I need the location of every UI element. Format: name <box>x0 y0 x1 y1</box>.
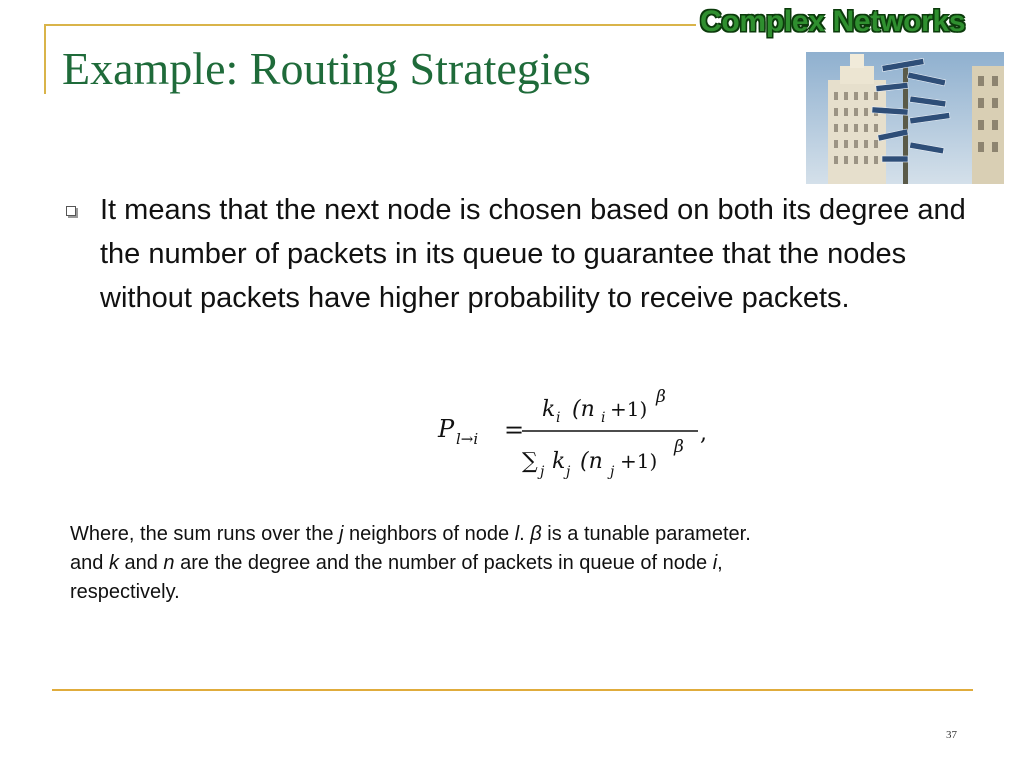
footer-divider <box>52 689 973 691</box>
formula-denominator-k: k <box>552 449 566 474</box>
formula-lhs-subscript: l→i <box>456 430 479 448</box>
page-number: 37 <box>946 729 957 741</box>
note-text: is a tunable parameter. <box>541 523 751 545</box>
formula-equals: = <box>504 416 525 444</box>
note-var-j: j <box>339 523 344 545</box>
formula-numerator-paren: (n <box>572 397 595 422</box>
bullet-text: It means that the next node is chosen based on both its degree and the number of packets in its queue to guarantee that the nodes without packets have higher probability to receive packets. <box>100 194 966 314</box>
formula-numerator-n-sub: i <box>601 410 606 426</box>
formula-lhs-p: P <box>438 415 455 443</box>
note-var-beta: β <box>530 523 542 545</box>
formula-denominator-n-sub: j <box>610 464 615 480</box>
formula-denominator-exponent: β <box>674 437 684 457</box>
note-text: respectively. <box>70 581 180 603</box>
note-var-n: n <box>163 552 175 574</box>
formula-denominator-plus: +1) <box>620 449 658 473</box>
checkbox-bullet-icon <box>66 206 76 216</box>
formula-denominator-k-sub: j <box>566 464 571 480</box>
formula-numerator-k: k <box>542 397 556 422</box>
brand-logo-text: Complex Networks <box>700 5 966 38</box>
routing-probability-formula <box>436 382 716 492</box>
formula-denominator-paren: (n <box>580 449 603 474</box>
street-signpost-photo <box>806 52 1004 184</box>
note-text: and <box>118 552 164 574</box>
note-var-k: k <box>108 552 119 574</box>
note-text: are the degree and the number of packets in queue of node <box>174 552 713 574</box>
note-text: . <box>519 523 531 545</box>
note-text: and <box>70 552 109 574</box>
title-frame-top-border <box>44 24 696 26</box>
note-text: , <box>717 552 723 574</box>
slide-title: Example: Routing Strategies <box>62 43 591 94</box>
note-var-i: i <box>712 552 718 574</box>
formula-comma: , <box>700 421 707 446</box>
formula-explanation <box>70 520 970 607</box>
note-text: neighbors of node <box>343 523 515 545</box>
note-text: Where, the sum runs over the <box>70 523 340 545</box>
formula-denominator-sum-sub: j <box>540 464 545 480</box>
note-var-l: l <box>514 523 520 545</box>
formula-numerator-exponent: β <box>656 387 666 407</box>
formula-denominator-sum: ∑ <box>522 449 538 474</box>
formula-numerator-k-sub: i <box>556 410 561 426</box>
formula-numerator-plus: +1) <box>610 397 648 421</box>
title-frame-left-border <box>44 24 46 94</box>
